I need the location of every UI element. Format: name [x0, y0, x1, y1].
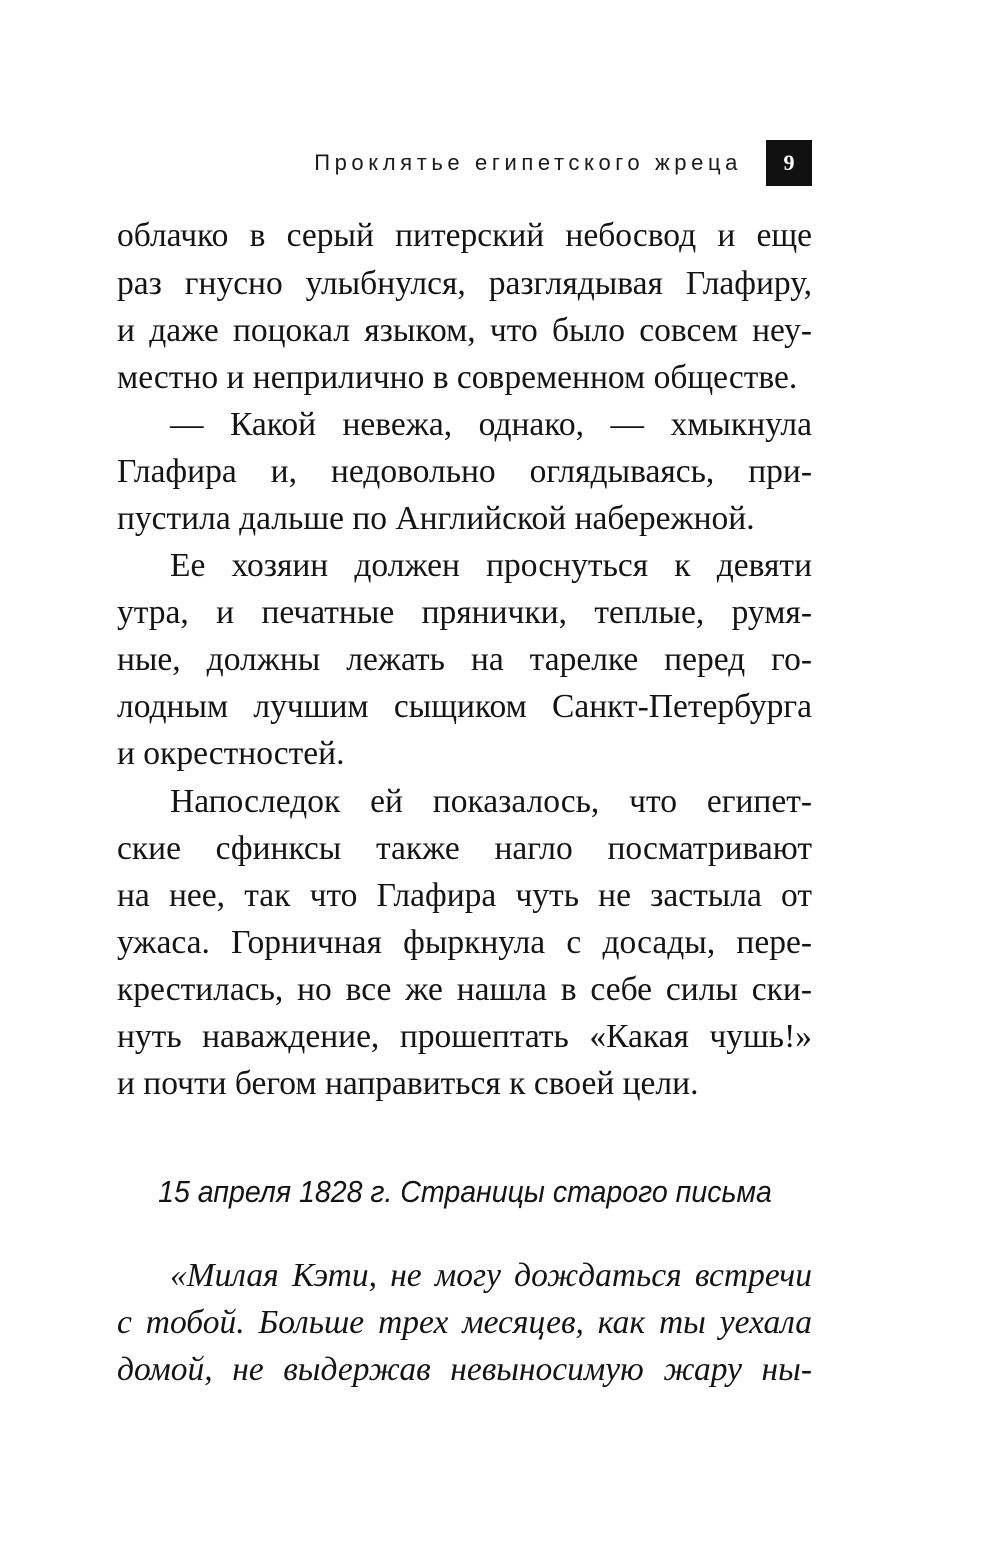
section-heading: 15 апреля 1828 г. Страницы старого письма: [158, 1174, 772, 1209]
text-line: на нее, так что Глафира чуть не застыла от: [117, 877, 812, 914]
text-line: с тобой. Больше трех месяцев, как ты уехала: [117, 1304, 812, 1341]
text-line: лодным лучшим сыщиком Санкт-Петербурга: [117, 688, 812, 725]
text-line: нуть наваждение, прошептать «Какая чушь!»: [117, 1018, 812, 1055]
running-title: Проклятье египетского жреца: [314, 150, 742, 175]
text-line: местно и неприлично в современном обществе.: [117, 359, 798, 396]
text-line: Напоследок ей показалось, что египет-: [170, 783, 812, 820]
text-line: ужаса. Горничная фыркнула с досады, пере-: [117, 924, 812, 961]
text-line: облачко в серый питерский небосвод и еще: [117, 217, 812, 254]
text-line: и даже поцокал языком, что было совсем неу-: [117, 312, 812, 349]
text-line: Ее хозяин должен проснуться к девяти: [170, 547, 812, 584]
text-line: и почти бегом направиться к своей цели.: [117, 1065, 699, 1102]
text-line: и окрестностей.: [117, 735, 345, 772]
text-line: пустила дальше по Английской набережной.: [117, 500, 755, 537]
text-line: «Милая Кэти, не могу дождаться встречи: [170, 1257, 812, 1294]
text-line: домой, не выдержав невыносимую жару ны-: [117, 1351, 812, 1388]
text-line: раз гнусно улыбнулся, разглядывая Глафиру,: [117, 265, 812, 302]
running-header: [0, 140, 812, 186]
text-line: крестилась, но все же нашла в себе силы ски-: [117, 971, 812, 1008]
text-line: Глафира и, недовольно оглядываясь, при-: [117, 453, 812, 490]
text-line: ские сфинксы также нагло посматривают: [117, 830, 812, 867]
text-line: ные, должны лежать на тарелке перед го-: [117, 641, 812, 678]
text-line: утра, и печатные прянички, теплые, румя-: [117, 594, 812, 631]
text-line: — Какой невежа, однако, — хмыкнула: [170, 406, 812, 443]
page-number: 9: [766, 140, 812, 186]
